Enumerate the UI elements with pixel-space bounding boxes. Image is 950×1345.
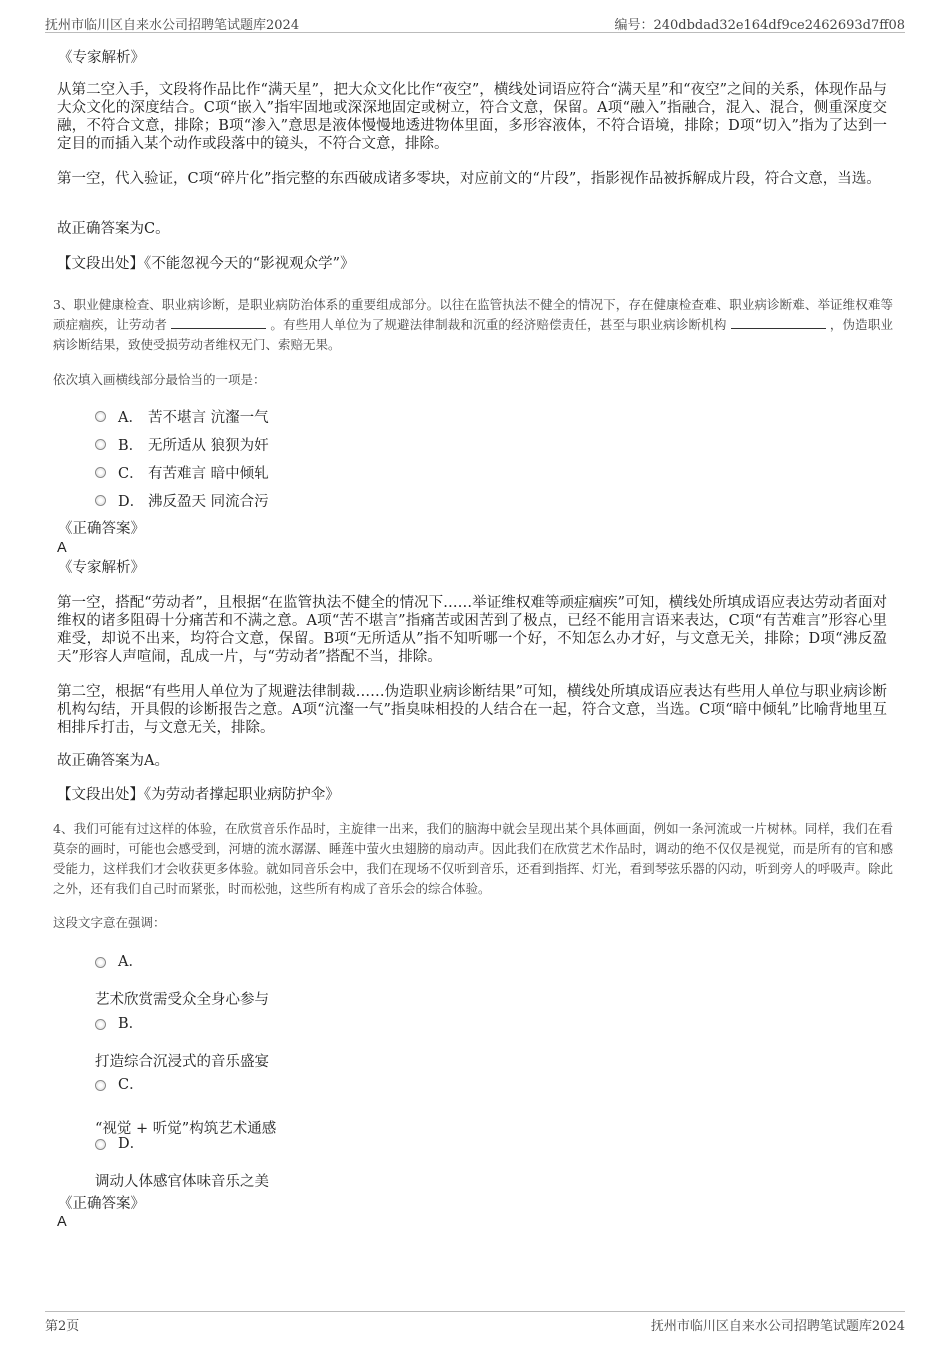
option-letter: B． [118, 1016, 144, 1032]
document-code-value: 240dbdad32e164df9ce2462693d7ff08 [653, 18, 905, 33]
option-text: 调动人体感官体味音乐之美 [95, 1174, 269, 1190]
radio-icon[interactable] [95, 411, 106, 422]
question-4-text: 4、我们可能有过这样的体验，在欣赏音乐作品时，主旋律一出来，我们的脑海中就会呈现出某个具体画面，例如一条河流或一片树林。同样，我们在看莫奈的画时，可能也会感受到，河塘的流水潺潺、睡莲中萤火虫翅膀的扇动声。因此我们在欣赏艺术作品时，调动的绝不仅仅是视觉，而是所有的官和感受能力，这样我们才会收获更多体验。就如同音乐会中，我们在现场不仅听到音乐，还看到指挥、灯光，看到琴弦乐器的闪动，听到旁人的呼吸声。除此之外，还有我们自己时而紧张，时而松弛，这些所有构成了音乐会的综合体验。 [53, 821, 893, 896]
q3-answer-label: 《正确答案》 [58, 521, 145, 537]
option-text: 有苦难言 暗中倾轧 [148, 466, 269, 482]
radio-icon[interactable] [95, 1080, 106, 1091]
option-letter: C． [118, 1077, 144, 1093]
option-text: 沸反盈天 同流合污 [148, 494, 269, 510]
option-text: 打造综合沉浸式的音乐盛宴 [95, 1054, 269, 1070]
question-3-prompt: 依次填入画横线部分最恰当的一项是： [53, 372, 266, 387]
option-text: “视觉 + 听觉”构筑艺术通感 [95, 1121, 277, 1137]
option-letter: D． [118, 494, 145, 510]
radio-icon[interactable] [95, 957, 106, 968]
question-3-text-b: 。有些用人单位为了规避法律制裁和沉重的经济赔偿责任，甚至与职业病诊断机构 [270, 317, 727, 332]
page-footer [45, 1311, 905, 1334]
radio-icon[interactable] [95, 467, 106, 478]
option-letter: B． [118, 438, 144, 454]
q3-answer: A [57, 540, 67, 556]
option-letter: A． [118, 954, 143, 970]
document-code-label: 编号： [614, 18, 654, 33]
q2-analysis-paragraph-1: 从第二空入手，文段将作品比作“满天星”，把大众文化比作“夜空”，横线处词语应符合“满天星”和“夜空”之间的关系，体现作品与大众文化的深度结合。C项“嵌入”指牢固地或深深地固定或树立，符合文意，保留。A项“融入”指融合，混入、混合，侧重深度交融，不符合文意，排除；B项“渗入”意思是液体慢慢地透进物体里面，多形容液体，不符合语境，排除；D项“切入”指为了达到一定目的而插入某个动作或段落中的镜头，不符合文意，排除。 [57, 82, 887, 152]
q2-source: 【文段出处】《不能忽视今天的“影视观众学”》 [57, 256, 355, 272]
question-3-text [53, 295, 893, 355]
document-code [614, 14, 905, 33]
answer-blank-2 [731, 316, 826, 329]
q3-analysis-label: 《专家解析》 [58, 560, 145, 576]
q3-source: 【文段出处】《为劳动者撑起职业病防护伞》 [57, 787, 340, 803]
q4-answer-label: 《正确答案》 [58, 1196, 145, 1212]
q3-analysis-paragraph-1: 第一空，搭配“劳动者”，且根据“在监管执法不健全的情况下……举证维权难等顽症痼疾”可知，横线处所填成语应表达劳动者面对维权的诸多阻碍十分痛苦和不满之意。A项“苦不堪言”指痛苦或困苦到了极点，已经不能用言语来表达，C项“有苦难言”形容心里难受，却说不出来，均符合文意，保留。B项“无所适从”指不知听哪一个好，不知怎么办才好，与文意无关，排除；D项“沸反盈天”形容人声喧闹，乱成一片，与“劳动者”搭配不当，排除。 [57, 595, 887, 665]
header-title: 抚州市临川区自来水公司招聘笔试题库2024 [45, 18, 300, 33]
answer-blank-1 [171, 316, 266, 329]
option-text: 苦不堪言 沆瀣一气 [148, 410, 269, 426]
radio-icon[interactable] [95, 1019, 106, 1030]
option-text: 无所适从 狼狈为奸 [148, 438, 269, 454]
radio-icon[interactable] [95, 495, 106, 506]
option-letter: D． [118, 1136, 145, 1152]
q2-analysis-paragraph-2: 第一空，代入验证，C项“碎片化”指完整的东西破成诸多零块，对应前文的“片段”，指影视作品被拆解成片段，符合文意，当选。 [57, 171, 881, 187]
q4-answer: A [57, 1214, 67, 1230]
q3-analysis-paragraph-2: 第二空，根据“有些用人单位为了规避法律制裁……伪造职业病诊断结果”可知，横线处所填成语应表达有些用人单位与职业病诊断机构勾结，开具假的诊断报告之意。A项“沆瀣一气”指臭味相投的人结合在一起，符合文意，当选。C项“暗中倾轧”比喻背地里互相排斥打击，与文意无关，排除。 [57, 684, 887, 736]
page-number: 第2页 [45, 1319, 80, 1334]
radio-icon[interactable] [95, 1139, 106, 1150]
question-3-text-c: ，伪造职业病诊断结果，致使受损劳动者维权无门、索赔无果。 [53, 317, 893, 352]
option-letter: C． [118, 466, 144, 482]
radio-icon[interactable] [95, 439, 106, 450]
q2-conclusion: 故正确答案为C。 [57, 221, 170, 237]
question-4-prompt: 这段文字意在强调： [53, 915, 166, 930]
page-header [45, 14, 905, 33]
option-letter: A． [118, 410, 143, 426]
q2-analysis-label: 《专家解析》 [58, 50, 145, 66]
q3-conclusion: 故正确答案为A。 [57, 753, 169, 769]
option-text: 艺术欣赏需受众全身心参与 [95, 992, 269, 1008]
question-3-text-a: 3、职业健康检查、职业病诊断，是职业病防治体系的重要组成部分。以往在监管执法不健全的情况下，存在健康检查难、职业病诊断难、举证维权难等顽症痼疾，让劳动者 [53, 297, 893, 332]
footer-title: 抚州市临川区自来水公司招聘笔试题库2024 [650, 1319, 905, 1334]
